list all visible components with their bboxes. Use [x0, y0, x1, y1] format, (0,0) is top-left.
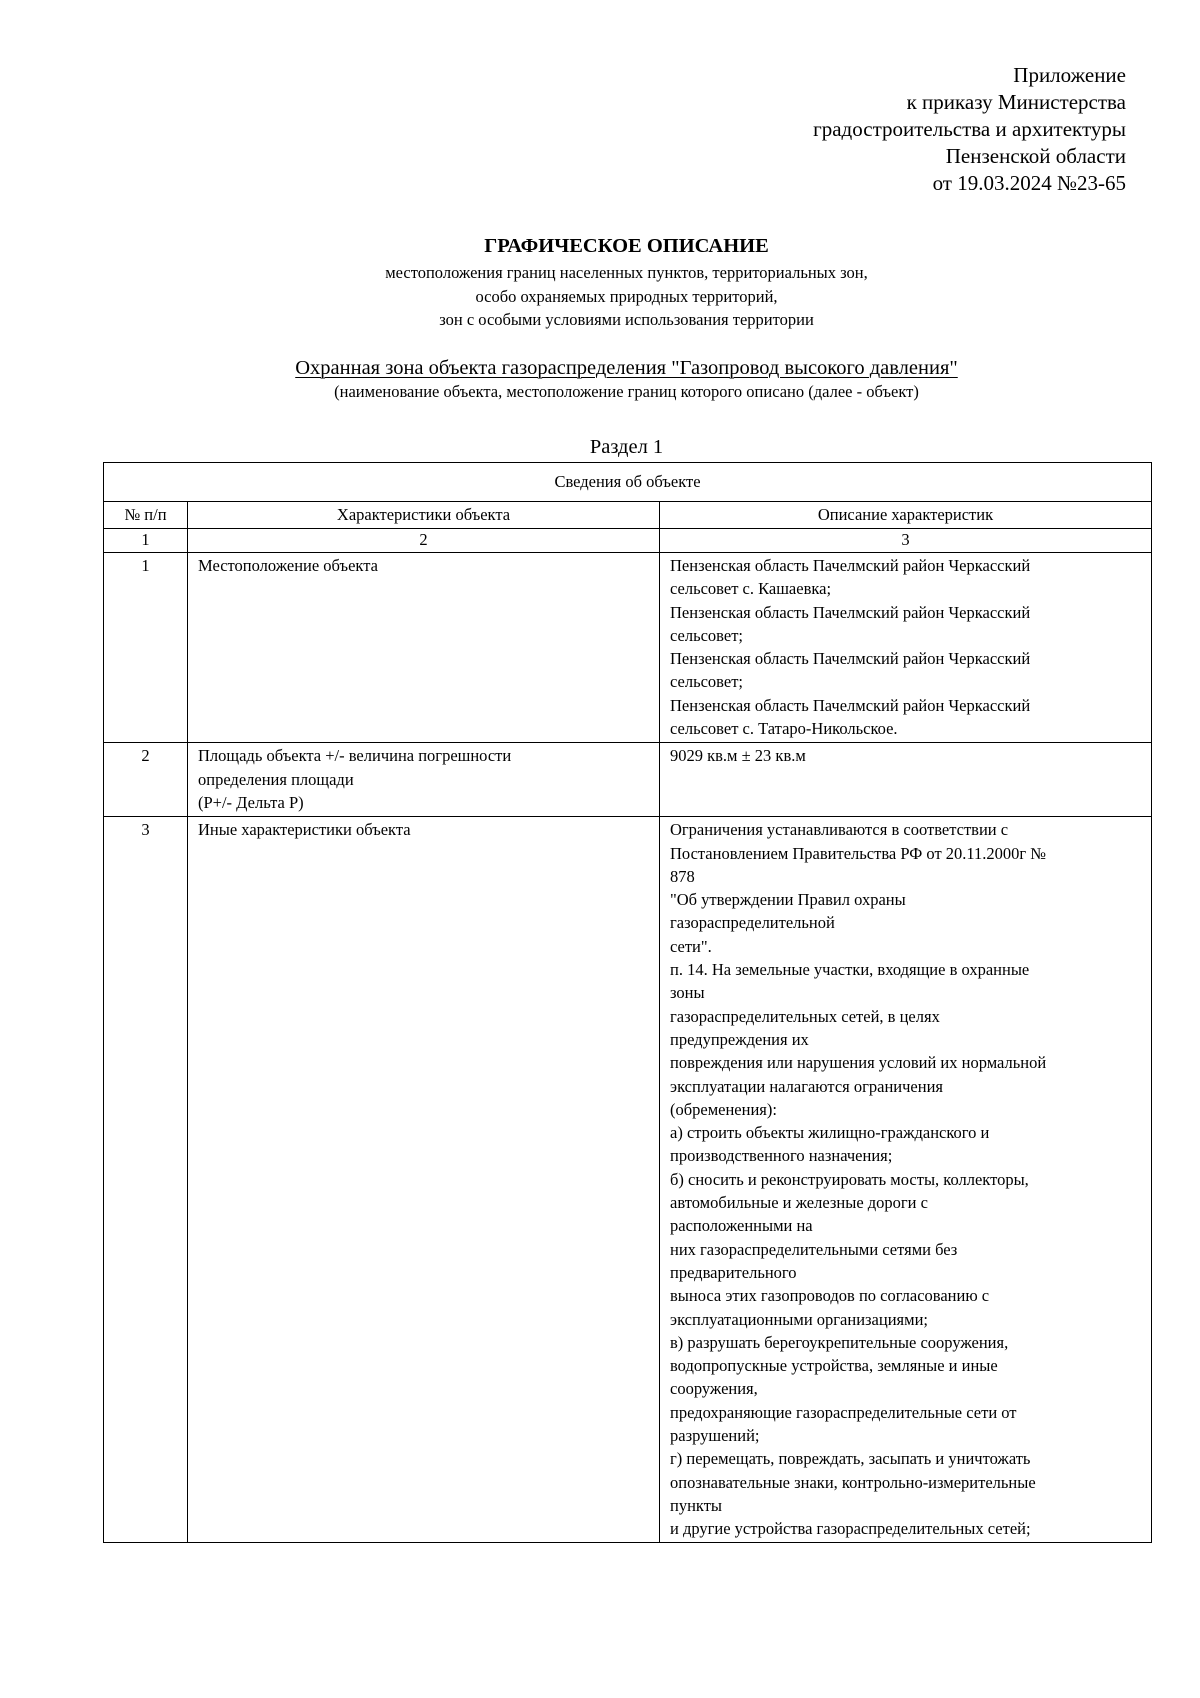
table-index-row: [104, 529, 1152, 553]
characteristic-cell: [188, 817, 660, 1543]
characteristic-cell: [188, 743, 660, 817]
description-line: сельсовет с. Кашаевка;: [670, 579, 832, 599]
description-line: Пензенская область Пачелмский район Черкасский: [670, 556, 1031, 575]
characteristic-cell: [188, 553, 660, 743]
section-label: Раздел 1: [589, 436, 664, 458]
description-line: автомобильные и железные дороги с: [670, 1193, 928, 1213]
row-number-cell: 3: [104, 817, 188, 1543]
description-line: выноса этих газопроводов по согласованию с: [670, 1286, 990, 1306]
description-line: сельсовет;: [670, 625, 743, 645]
description-line: предварительного: [670, 1262, 797, 1282]
object-name: [0, 355, 1200, 381]
description-line: опознавательные знаки, контрольно-измерительные: [670, 1472, 1036, 1492]
description-line: эксплуатационными организациями;: [670, 1309, 928, 1329]
appendix-line: Приложение: [1013, 63, 1126, 87]
subtitle-line: местоположения границ населенных пунктов, территориальных зон,: [385, 263, 868, 282]
description-cell: [660, 743, 1152, 817]
table-header-row: [104, 502, 1152, 529]
table-row: [104, 743, 1152, 817]
description-line: водопропускные устройства, земляные и иные: [670, 1356, 998, 1376]
description-line: сети".: [670, 936, 712, 956]
description-line: и другие устройства газораспределительных сетей;: [670, 1519, 1031, 1539]
row-number-cell: 2: [104, 743, 188, 817]
subtitle-line: зон с особыми условиями использования территории: [439, 310, 814, 329]
description-line: сельсовет;: [670, 672, 743, 692]
description-line: в) разрушать берегоукрепительные сооружения,: [670, 1332, 1009, 1352]
header-cell-description: Описание характеристик: [660, 502, 1152, 529]
description-cell: [660, 817, 1152, 1543]
characteristic-line: Местоположение объекта: [198, 556, 378, 575]
description-line: газораспределительной: [670, 913, 835, 933]
appendix-line: к приказу Министерства: [906, 90, 1126, 114]
description-line: п. 14. На земельные участки, входящие в охранные: [670, 960, 1030, 980]
description-line: эксплуатации налагаются ограничения: [670, 1076, 943, 1096]
description-line: предупреждения их: [670, 1029, 809, 1049]
description-line: производственного назначения;: [670, 1146, 893, 1166]
characteristic-line: (P+/- Дельта P): [198, 792, 304, 812]
characteristic-line: определения площади: [198, 769, 354, 789]
description-line: повреждения или нарушения условий их нормальной: [670, 1053, 1047, 1073]
object-info-table: [103, 462, 1152, 1543]
table-caption-row: [104, 463, 1152, 502]
appendix-line: градостроительства и архитектуры: [813, 117, 1126, 141]
characteristic-line: Площадь объекта +/- величина погрешности: [198, 746, 512, 766]
description-line: г) перемещать, повреждать, засыпать и уничтожать: [670, 1449, 1031, 1469]
table-caption: Сведения об объекте: [104, 463, 1152, 502]
description-line: зоны: [670, 983, 705, 1003]
appendix-line: от 19.03.2024 №23-65: [932, 171, 1126, 195]
description-line: (обременения):: [670, 1099, 777, 1119]
characteristic-line: Иные характеристики объекта: [198, 820, 411, 840]
description-line: разрушений;: [670, 1425, 760, 1445]
description-line: сельсовет с. Татаро-Никольское.: [670, 719, 898, 739]
index-cell: 3: [660, 529, 1152, 553]
appendix-header: [813, 62, 1126, 197]
description-line: 878: [670, 866, 695, 886]
index-cell: 2: [188, 529, 660, 553]
header-cell-number: № п/п: [104, 502, 188, 529]
description-line: 9029 кв.м ± 23 кв.м: [670, 746, 806, 766]
description-line: предохраняющие газораспределительные сети от: [670, 1402, 1017, 1422]
description-line: пункты: [670, 1495, 723, 1515]
description-line: них газораспределительными сетями без: [670, 1239, 958, 1259]
index-cell: 1: [104, 529, 188, 553]
description-line: Пензенская область Пачелмский район Черкасский: [670, 649, 1031, 669]
document-subtitle: [0, 261, 1200, 332]
description-cell: [660, 553, 1152, 743]
description-line: газораспределительных сетей, в целях: [670, 1006, 940, 1026]
document-title: ГРАФИЧЕСКОЕ ОПИСАНИЕ: [484, 235, 769, 257]
description-line: Ограничения устанавливаются в соответствии с: [670, 820, 1009, 840]
description-line: Постановлением Правительства РФ от 20.11.2000г №: [670, 843, 1047, 863]
appendix-line: Пензенской области: [945, 144, 1126, 168]
header-cell-characteristic: Характеристики объекта: [188, 502, 660, 529]
row-number-cell: 1: [104, 553, 188, 743]
description-line: "Об утверждении Правил охраны: [670, 890, 906, 910]
subtitle-line: особо охраняемых природных территорий,: [475, 286, 778, 306]
description-line: Пензенская область Пачелмский район Черкасский: [670, 602, 1031, 622]
description-line: б) сносить и реконструировать мосты, коллекторы,: [670, 1169, 1029, 1189]
description-line: Пензенская область Пачелмский район Черкасский: [670, 695, 1031, 715]
table-row: [104, 817, 1152, 1543]
object-name-text: Охранная зона объекта газораспределения "Газопровод высокого давления": [295, 357, 958, 379]
description-line: а) строить объекты жилищно-гражданского и: [670, 1123, 990, 1143]
description-line: сооружения,: [670, 1379, 758, 1399]
description-line: расположенными на: [670, 1216, 813, 1236]
table-row: [104, 553, 1152, 743]
object-caption: (наименование объекта, местоположение границ которого описано (далее - объект): [334, 382, 919, 401]
